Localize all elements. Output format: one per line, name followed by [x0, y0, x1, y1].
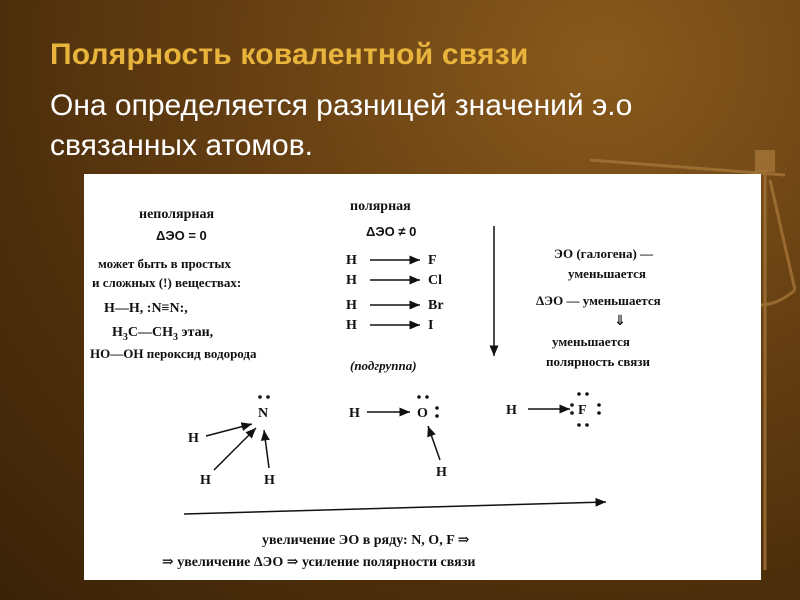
nonpolar-example-1: H—H, :N≡N:, — [104, 301, 188, 316]
fluorine-label: F — [578, 403, 587, 418]
hydrogen-label: H — [436, 465, 447, 480]
bond-arrow — [206, 424, 252, 436]
halogen-label: I — [428, 318, 434, 333]
hydrogen-label: H — [188, 431, 199, 446]
polarity-diagram — [84, 174, 761, 580]
slide-subtitle: Она определяется разницей значений э.о связанных атомов. — [50, 89, 633, 162]
hydrogen-label: H — [349, 406, 360, 421]
nonpolar-heading: неполярная — [139, 207, 215, 222]
polar-heading: полярная — [350, 199, 411, 214]
halogen-label: Cl — [428, 273, 442, 288]
polarity-figure — [84, 174, 761, 580]
h-label: H — [346, 273, 357, 288]
hydrogen-label: H — [506, 403, 517, 418]
trend-line-3: ΔЭО — уменьшается — [536, 293, 661, 308]
trend-line-2: уменьшается — [568, 266, 646, 281]
nonpolar-example-2: $H_3C—CH_3$ этан, — [112, 325, 214, 343]
trend-line-4: уменьшается — [552, 334, 630, 349]
polar-delta: ΔЭО ≠ 0 — [366, 224, 417, 239]
slide-title: Полярность ковалентной связи — [50, 38, 529, 71]
bond-arrow — [264, 430, 269, 468]
halogen-label: Br — [428, 298, 444, 313]
trend-line-1: ЭО (галогена) — — [554, 246, 654, 261]
halogen-label: F — [428, 253, 437, 268]
water-molecule — [349, 395, 447, 480]
h-label: H — [346, 298, 357, 313]
nonpolar-line2: и сложных (!) веществах: — [92, 275, 242, 290]
increase-trend-arrow — [184, 502, 606, 514]
subgroup-label: (подгруппа) — [350, 358, 417, 373]
nitrogen-label: N — [258, 406, 269, 421]
hydrogen-halide-list — [346, 253, 444, 333]
trend-line-5: полярность связи — [546, 354, 651, 369]
hydrogen-fluoride-molecule — [506, 392, 601, 427]
h-label: H — [346, 318, 357, 333]
bottom-line-1: увеличение ЭО в ряду: N, O, F ⇒ — [262, 533, 470, 548]
double-down-arrow: ⇓ — [614, 312, 626, 328]
hydrogen-label: H — [264, 473, 275, 488]
bond-arrow — [214, 428, 256, 470]
ammonia-molecule — [188, 395, 275, 488]
nonpolar-delta: ΔЭО = 0 — [156, 228, 207, 243]
hydrogen-label: H — [200, 473, 211, 488]
nonpolar-line1: может быть в простых — [98, 256, 231, 271]
bond-arrow — [428, 426, 440, 460]
h-label: H — [346, 253, 357, 268]
oxygen-label: O — [417, 406, 428, 421]
nonpolar-example-3: HO—OH пероксид водорода — [90, 346, 257, 361]
bottom-line-2: ⇒ увеличение ΔЭО ⇒ усиление полярности связи — [162, 555, 476, 570]
